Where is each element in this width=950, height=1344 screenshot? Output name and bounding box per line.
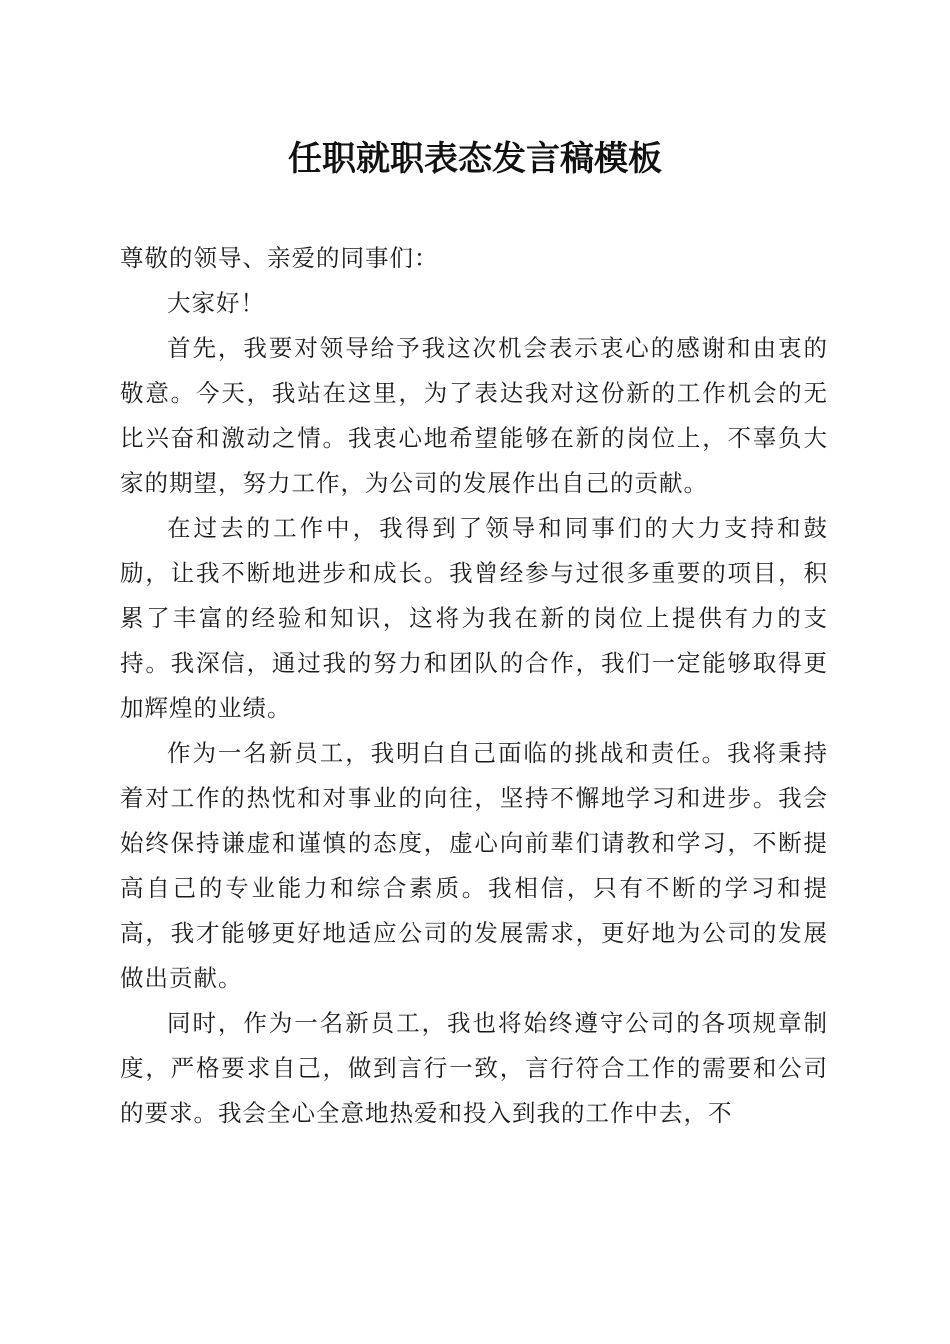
paragraph-4: 同时，作为一名新员工，我也将始终遵守公司的各项规章制度，严格要求自己，做到言行一致，言行符合工作的需要和公司的要求。我会全心全意地热爱和投入到我的工作中去，不: [120, 1009, 828, 1127]
paragraph-1: 首先，我要对领导给予我这次机会表示衷心的感谢和由衷的敬意。今天，我站在这里，为了表达我对这份新的工作机会的无比兴奋和激动之情。我衷心地希望能够在新的岗位上，不辜负大家的期望，努力工作，为公司的发展作出自己的贡献。: [120, 334, 828, 497]
document-body: [120, 236, 828, 1136]
greeting: 大家好！: [167, 289, 265, 317]
paragraph-2: 在过去的工作中，我得到了领导和同事们的大力支持和鼓励，让我不断地进步和成长。我曾经参与过很多重要的项目，积累了丰富的经验和知识，这将为我在新的岗位上提供有力的支持。我深信，通过我的努力和团队的合作，我们一定能够取得更加辉煌的业绩。: [120, 514, 828, 722]
document-title: 任职就职表态发言稿模板: [288, 139, 662, 179]
salutation: 尊敬的领导、亲爱的同事们：: [120, 244, 439, 272]
paragraph-3: 作为一名新员工，我明白自己面临的挑战和责任。我将秉持着对工作的热忱和对事业的向往，坚持不懈地学习和进步。我会始终保持谦虚和谨慎的态度，虚心向前辈们请教和学习，不断提高自己的专业能力和综合素质。我相信，只有不断的学习和提高，我才能够更好地适应公司的发展需求，更好地为公司的发展做出贡献。: [120, 739, 828, 992]
